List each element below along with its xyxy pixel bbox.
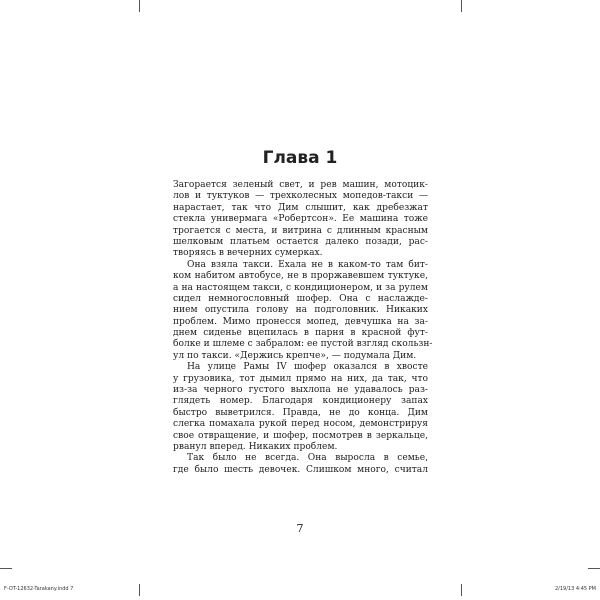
text-line: творяясь в вечерних сумерках. xyxy=(173,248,323,259)
crop-mark-bottom-left-v xyxy=(139,584,140,596)
text-line: свое отвращение, и шофер, посмотрев в зеркальце, xyxy=(173,430,428,441)
text-line: быстро выветрился. Правда, не до конца. Дим xyxy=(173,407,428,418)
text-line: где было шесть девочек. Слишком много, считал xyxy=(173,464,428,475)
text-line: нарастает, так что Дим слышит, как дребезжат xyxy=(173,202,428,213)
text-line: ком набитом автобусе, не в проржавевшем туктуке, xyxy=(173,271,428,282)
text-line: Загорается зеленый свет, и рев машин, мотоцик- xyxy=(173,180,428,190)
crop-mark-bottom-right-v xyxy=(461,584,462,596)
text-line: стекла универмага «Робертсон». Ее машина тоже xyxy=(173,214,428,225)
text-line: слегка помахала рукой перед носом, демонстрируя xyxy=(173,419,428,430)
text-line: На улице Рамы IV шофер оказался в хвосте xyxy=(187,362,428,373)
text-line: у грузовика, тот дымил прямо на них, да так, что xyxy=(173,373,428,384)
text-line: из-за черного густого выхлопа не удавалось раз- xyxy=(173,385,428,396)
text-line: Она взяла такси. Ехала не в каком-то там бит- xyxy=(187,259,428,270)
text-line: шелковым платьем остается далеко позади, рас- xyxy=(173,236,428,247)
crop-mark-bottom-left xyxy=(0,568,12,569)
text-line: ул по такси. «Держись крепче», — подумала Дим. xyxy=(173,350,417,361)
text-line: проблем. Мимо пронесся мопед, девчушка на за- xyxy=(173,316,428,327)
crop-mark-top-left xyxy=(139,0,140,12)
text-line: болке и шлеме с забралом: ее пустой взгляд скользн- xyxy=(173,339,433,350)
text-line: а на настоящем такси, с кондиционером, и за рулем xyxy=(173,282,428,293)
slug-filename: F-OT-12632-Tarakany.indd 7 xyxy=(4,586,74,592)
chapter-title: Глава 1 xyxy=(262,148,338,168)
text-line: Так было не всегда. Она выросла в семье, xyxy=(187,453,428,464)
page-number: 7 xyxy=(296,522,304,535)
text-line: нием опустила голову на подголовник. Никаких xyxy=(173,305,428,316)
text-line: рванул вперед. Никаких проблем. xyxy=(173,441,338,452)
text-line: лов и туктуков — трехколесных мопедов-такси — xyxy=(173,191,428,202)
text-line: глядеть номер. Благодаря кондиционеру запах xyxy=(173,396,428,407)
body-text xyxy=(173,180,433,476)
text-line: трогается с места, и витрина с длинным красным xyxy=(173,225,428,236)
text-line: сидел немногословный шофер. Она с наслажде- xyxy=(173,293,428,304)
text-line: днем сиденье вцепилась в парня в красной фут- xyxy=(173,328,428,339)
slug-timestamp: 2/19/13 4:45 PM xyxy=(554,586,596,592)
crop-mark-top-right xyxy=(461,0,462,12)
crop-mark-bottom-right xyxy=(588,568,600,569)
